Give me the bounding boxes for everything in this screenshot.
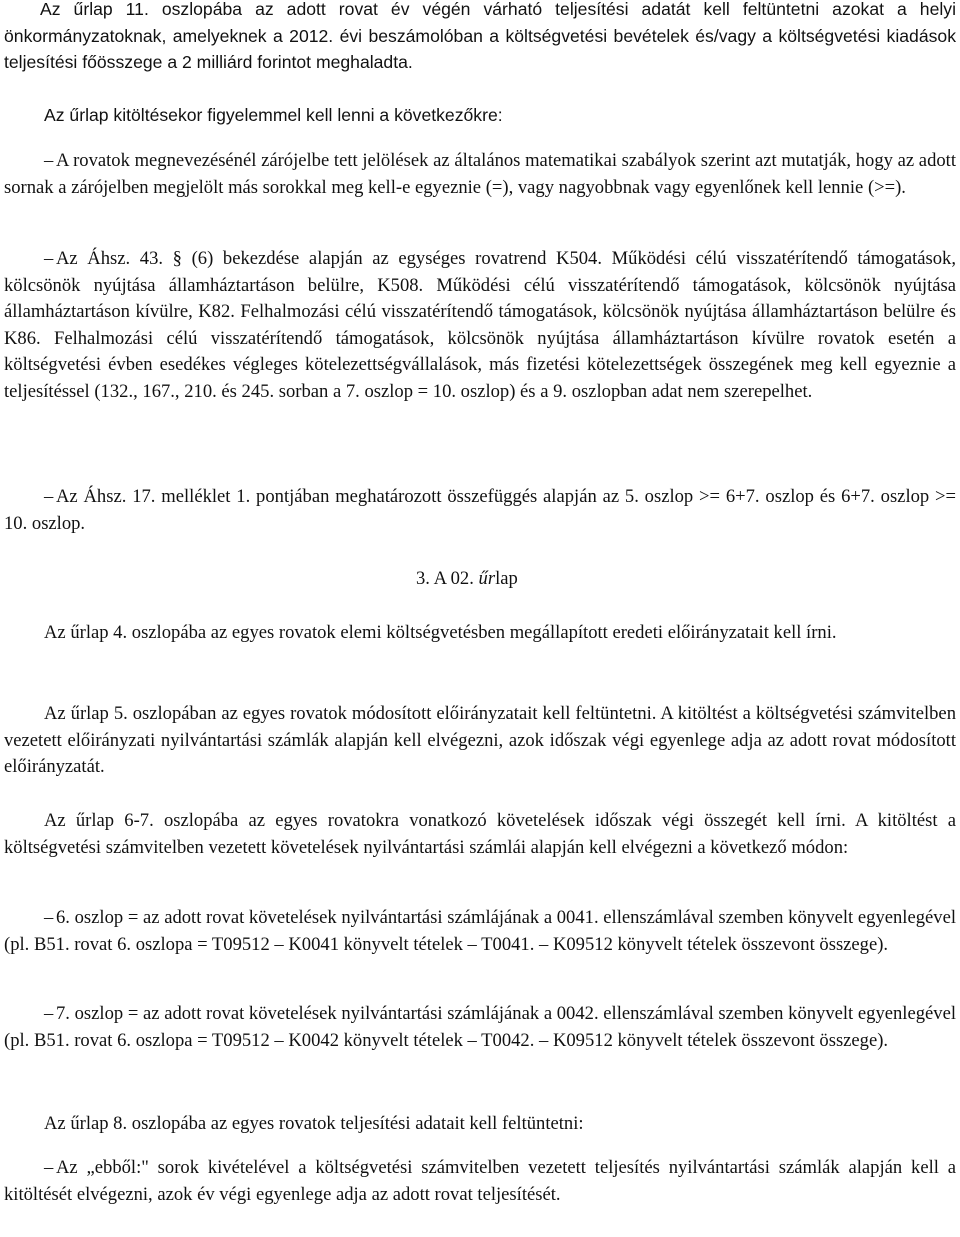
bullet-text: A rovatok megnevezésénél zárójelbe tett jelölések az általános matematikai szabályok szerint azt mutatják, hogy az adott sornak a zárójelben megjelölt más sorokkal meg kell-e egyeznie (=), vagy nagyobbnak vagy egyenlőnek kell lennie (>=).: [4, 150, 956, 198]
bullet-text: Az Áhsz. 17. melléklet 1. pontjában meghatározott összefüggés alapján az 5. oszlop >= 6+7. oszlop és 6+7. oszlop >= 10. oszlop.: [4, 486, 956, 534]
paragraph-column-6-7: [4, 808, 956, 861]
paragraph-text: Az űrlap 11. oszlopába az adott rovat év végén várható teljesítési adatát kell feltüntetni azokat a helyi önkormányzatoknak, amelyeknek a 2012. évi beszámolóban a költségvetési bevételek és/vagy a költségvetési kiadások teljesítési főösszege a 2 milliárd forintot meghaladta.: [4, 0, 956, 72]
bullet-item-column-8: [4, 1155, 956, 1208]
bullet-text: 6. oszlop = az adott rovat követelések nyilvántartási számlájának a 0041. ellenszámlával szemben könyvelt egyenlegével (pl. B51. rovat 6. oszlopa = T09512 – K0041 könyvelt tételek – T0041. – K09512 könyvelt tételek összevont összege).: [4, 907, 956, 955]
heading-word: űr: [478, 568, 496, 589]
heading-word-rest: lap: [495, 568, 518, 589]
bullet-item-column-6: [4, 905, 956, 958]
paragraph-text: Az űrlap 8. oszlopába az egyes rovatok teljesítési adatait kell feltüntetni:: [44, 1113, 584, 1134]
bullet-text: 7. oszlop = az adott rovat követelések nyilvántartási számlájának a 0042. ellenszámlával szemben könyvelt egyenlegével (pl. B51. rovat 6. oszlopa = T09512 – K0042 könyvelt tételek – T0042. – K09512 könyvelt tételek összevont összege).: [4, 1003, 956, 1051]
paragraph-text: Az űrlap 5. oszlopában az egyes rovatok módosított előirányzatait kell feltüntetni. A kitöltést a költségvetési számvitelben vezetett előirányzati nyilvántartási számlák alapján kell elvégezni, azok időszak végi egyenlege adja az adott rovat módosított előirányzatát.: [4, 703, 956, 777]
dash-bullet-icon: [4, 484, 56, 511]
paragraph-text: Az űrlap 6-7. oszlopába az egyes rovatokra vonatkozó követelések időszak végi összegét kell írni. A kitöltést a költségvetési számvitelben vezetett követelések nyilvántartási számlái alapján kell elvégezni a következő módon:: [4, 810, 956, 858]
paragraph-column-8: [4, 1111, 956, 1138]
bullet-text: Az „ebből:" sorok kivételével a költségvetési számvitelben vezetett teljesítés nyilvántartási számlák alapján kell a kitöltését elvégezni, azok év végi egyenlege adja az adott rovat teljesítését.: [4, 1157, 956, 1205]
dash-bullet-icon: [4, 1155, 56, 1182]
paragraph-text: Az űrlap 4. oszlopába az egyes rovatok elemi költségvetésben megállapított eredeti előirányzatait kell írni.: [44, 622, 837, 643]
bullet-item-column-7: [4, 1001, 956, 1054]
section-heading: [416, 566, 518, 593]
paragraph-column-5: [4, 701, 956, 781]
bullet-item-2: [4, 246, 956, 405]
dash-bullet-icon: [4, 246, 56, 273]
paragraph-column-11: [4, 0, 956, 76]
bullet-item-3: [4, 484, 956, 537]
dash-bullet-icon: [4, 905, 56, 932]
paragraph-intro: [4, 102, 956, 129]
bullet-item-1: [4, 148, 956, 201]
heading-number: 3. A 02.: [416, 568, 479, 589]
paragraph-column-4: [4, 620, 956, 647]
dash-bullet-icon: [4, 1001, 56, 1028]
paragraph-text: Az űrlap kitöltésekor figyelemmel kell lenni a következőkre:: [44, 105, 503, 125]
bullet-text: Az Áhsz. 43. § (6) bekezdése alapján az egységes rovatrend K504. Működési célú visszatérítendő támogatások, kölcsönök nyújtása államháztartáson belülre, K508. Működési célú visszatérítendő támogatások, kölcsönök nyújtása államháztartáson kívülre, K82. Felhalmozási célú visszatérítendő támogatások, kölcsönök nyújtása államháztartáson belülre és K86. Felhalmozási célú visszatérítendő támogatások, kölcsönök nyújtása államháztartáson kívülre rovatok esetén a költségvetési évben esedékes végleges kötelezettségvállalások, más fizetési kötelezettségek összegének meg kell egyeznie a teljesítéssel (132., 167., 210. és 245. sorban a 7. oszlop = 10. oszlop) és a 9. oszlopban adat nem szerepelhet.: [4, 248, 956, 402]
dash-bullet-icon: [4, 148, 56, 175]
